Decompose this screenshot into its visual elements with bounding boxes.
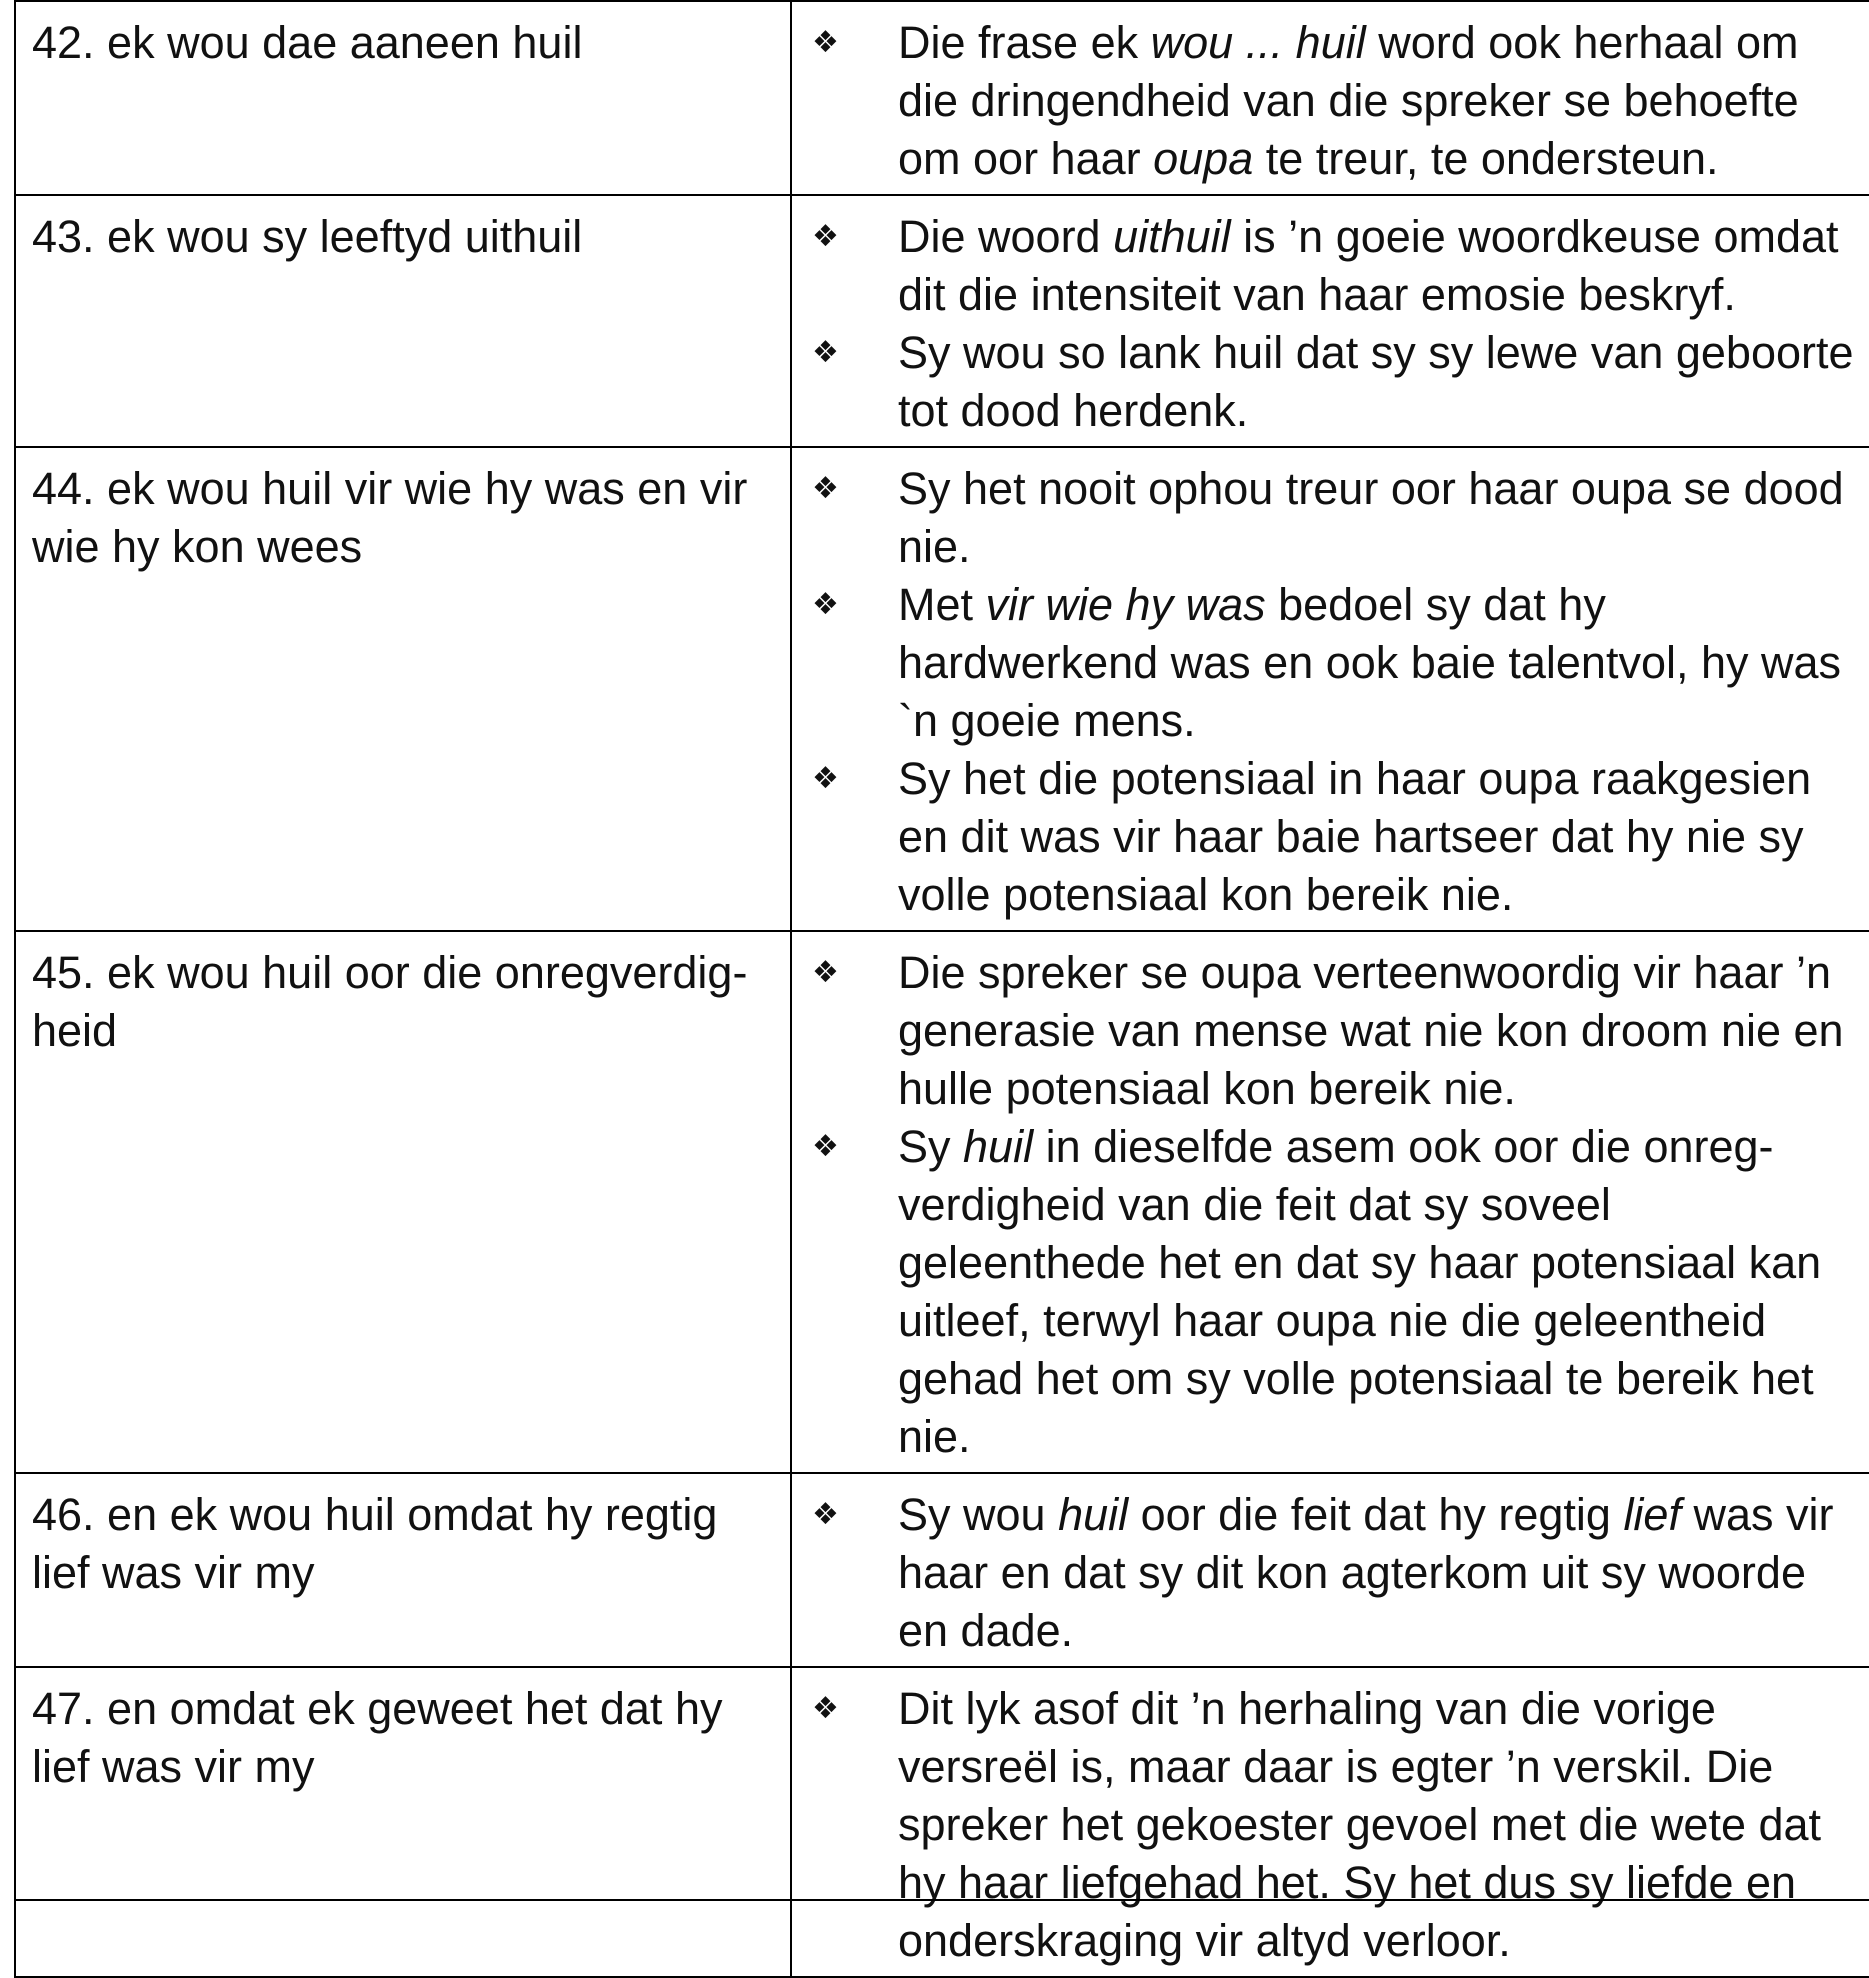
text-segment: Die woord	[898, 211, 1114, 262]
text-segment: te treur, te ondersteun.	[1253, 133, 1719, 184]
analysis-bullet	[810, 324, 1854, 440]
italic-phrase: lief	[1623, 1489, 1681, 1540]
italic-phrase: uithuil	[1113, 211, 1231, 262]
four-diamond-bullet-icon: ❖	[812, 1129, 839, 1164]
four-diamond-bullet-icon: ❖	[812, 1691, 839, 1726]
analysis-cell	[791, 447, 1869, 931]
analysis-bullet	[810, 1486, 1854, 1660]
four-diamond-bullet-icon: ❖	[812, 335, 839, 370]
verse-line: 45. ek wou huil oor die onregverdig-heid	[32, 947, 748, 1056]
verse-line: 47. en omdat ek geweet het dat hy lief was vir my	[32, 1683, 723, 1792]
text-segment: Sy het die potensiaal in haar oupa raakgesien en dit was vir haar baie hartseer dat hy nie sy volle potensiaal kon bereik nie.	[898, 753, 1812, 920]
bullet-text	[898, 576, 1854, 750]
verse-cell	[15, 1473, 791, 1667]
four-diamond-bullet-icon: ❖	[812, 955, 839, 990]
analysis-bullet	[810, 460, 1854, 576]
analysis-cell	[791, 931, 1869, 1473]
table-body	[15, 1, 1869, 1977]
bullet-text	[898, 324, 1854, 440]
analysis-bullet	[810, 750, 1854, 924]
text-segment: oor die feit dat hy regtig	[1128, 1489, 1624, 1540]
text-segment: Sy wou so lank huil dat sy sy lewe van geboorte tot dood herdenk.	[898, 327, 1854, 436]
verse-cell	[15, 1, 791, 195]
verse-cell	[15, 195, 791, 447]
bullet-text	[898, 1680, 1854, 1970]
four-diamond-bullet-icon: ❖	[812, 587, 839, 622]
analysis-cell	[791, 195, 1869, 447]
text-segment: Sy het nooit ophou treur oor haar oupa se dood nie.	[898, 463, 1844, 572]
italic-phrase: oupa	[1153, 133, 1254, 184]
table-row	[15, 195, 1869, 447]
analysis-bullet	[810, 576, 1854, 750]
verse-line: 44. ek wou huil vir wie hy was en vir wie hy kon wees	[32, 463, 748, 572]
table-row	[15, 1473, 1869, 1667]
text-segment: word ook herhaal om die dringendheid van die spreker se behoefte om oor haar	[898, 17, 1799, 184]
bullet-text	[898, 208, 1854, 324]
verse-line: 46. en ek wou huil omdat hy regtig lief was vir my	[32, 1489, 718, 1598]
next-row-border	[14, 1899, 1869, 1911]
italic-phrase: huil	[963, 1121, 1034, 1172]
text-segment: was vir haar en dat sy dit kon agterkom uit sy woorde en dade.	[898, 1489, 1834, 1656]
analysis-cell	[791, 1473, 1869, 1667]
text-segment: Dit lyk asof dit ’n herhaling van die vorige versreël is, maar daar is egter ’n verskil. Die spreker het gekoester gevoel met die wete dat hy haar liefgehad het. Sy het dus sy liefde en onderskraging vir altyd verloor.	[898, 1683, 1822, 1966]
bullet-text	[898, 750, 1854, 924]
text-segment: Sy wou	[898, 1489, 1059, 1540]
italic-phrase: vir wie hy was	[985, 579, 1266, 630]
verse-line: 42. ek wou dae aaneen huil	[32, 17, 583, 68]
analysis-bullet	[810, 1118, 1854, 1466]
text-segment: is ’n goeie woordkeuse omdat dit die intensiteit van haar emosie beskryf.	[898, 211, 1839, 320]
verse-line: 43. ek wou sy leeftyd uithuil	[32, 211, 583, 262]
text-segment: in dieselfde asem ook oor die onreg-verdigheid van die feit dat sy soveel geleenthede het en dat sy haar potensiaal kan uitleef, terwyl haar oupa nie die geleentheid gehad het om sy volle potensiaal te bereik het nie.	[898, 1121, 1822, 1462]
verse-cell	[15, 931, 791, 1473]
four-diamond-bullet-icon: ❖	[812, 761, 839, 796]
bullet-text	[898, 1486, 1854, 1660]
table-row	[15, 447, 1869, 931]
text-segment: Met	[898, 579, 986, 630]
analysis-cell	[791, 1667, 1869, 1977]
verse-cell	[15, 447, 791, 931]
four-diamond-bullet-icon: ❖	[812, 25, 839, 60]
italic-phrase: huil	[1058, 1489, 1129, 1540]
analysis-cell	[791, 1, 1869, 195]
table-row	[15, 1, 1869, 195]
analysis-bullet	[810, 944, 1854, 1118]
four-diamond-bullet-icon: ❖	[812, 471, 839, 506]
analysis-bullet	[810, 1680, 1854, 1970]
text-segment: Sy	[898, 1121, 964, 1172]
bullet-text	[898, 14, 1854, 188]
table-row	[15, 1667, 1869, 1977]
analysis-bullet	[810, 14, 1854, 188]
analysis-bullet	[810, 208, 1854, 324]
verse-cell	[15, 1667, 791, 1977]
text-segment: Die spreker se oupa verteenwoordig vir haar ’n generasie van mense wat nie kon droom nie en hulle potensiaal kon bereik nie.	[898, 947, 1844, 1114]
text-segment: Die frase ek	[898, 17, 1151, 68]
annotation-table	[14, 0, 1869, 1978]
bullet-text	[898, 460, 1854, 576]
italic-phrase: wou ... huil	[1150, 17, 1366, 68]
text-segment: bedoel sy dat hy hardwerkend was en ook baie talentvol, hy was `n goeie mens.	[898, 579, 1842, 746]
bullet-text	[898, 1118, 1854, 1466]
table-row	[15, 931, 1869, 1473]
bullet-text	[898, 944, 1854, 1118]
four-diamond-bullet-icon: ❖	[812, 219, 839, 254]
four-diamond-bullet-icon: ❖	[812, 1497, 839, 1532]
